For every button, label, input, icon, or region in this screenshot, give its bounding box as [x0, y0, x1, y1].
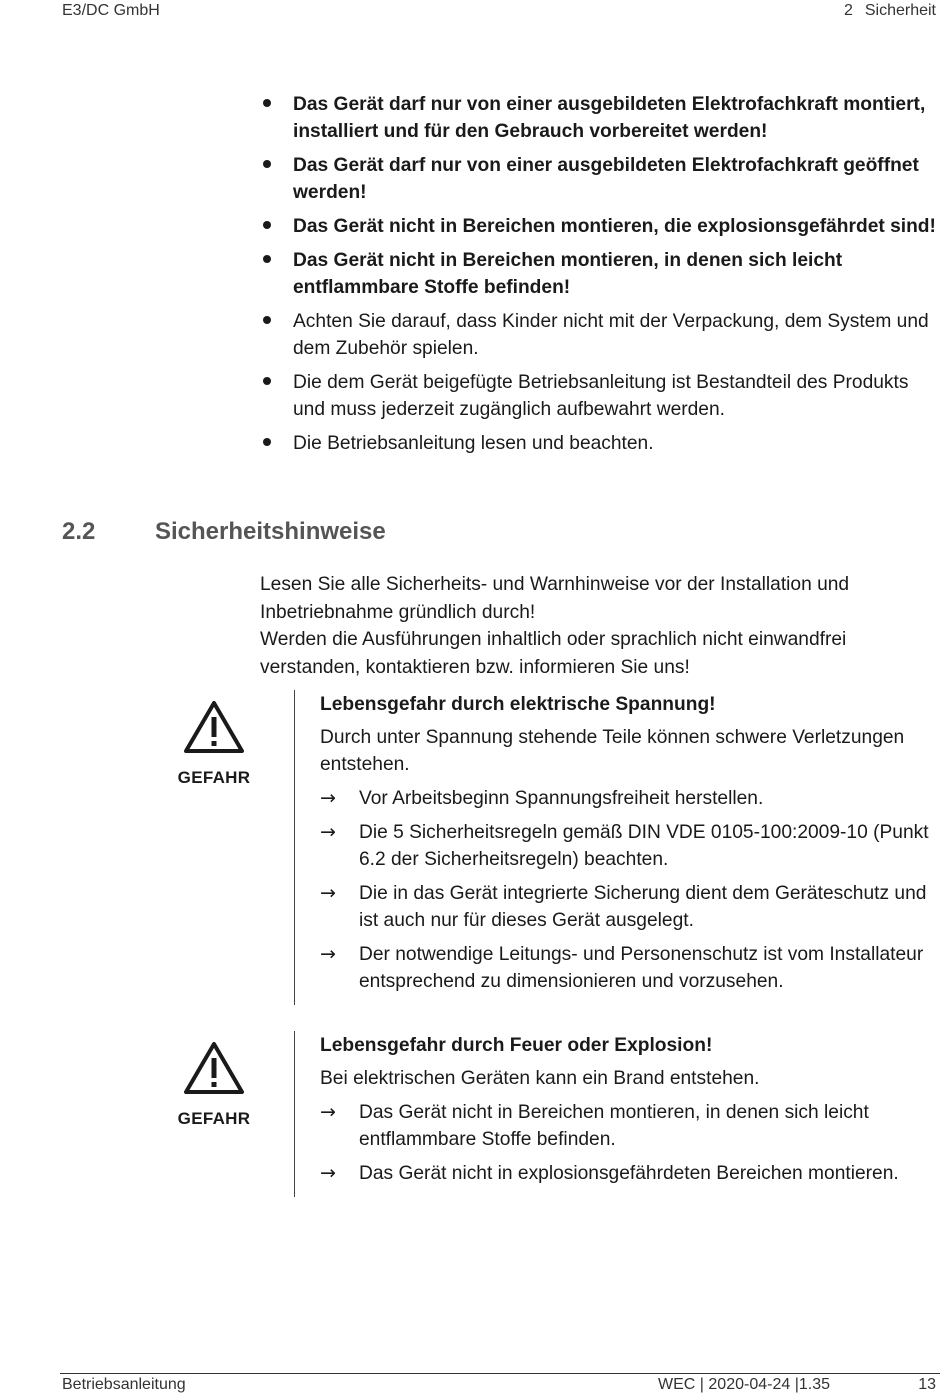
- arrow-right-icon: →: [320, 943, 336, 965]
- chapter-title: Sicherheit: [864, 2, 936, 19]
- bullet-item: Die Betriebsanleitung lesen und beachten.: [260, 430, 940, 457]
- signal-word: GEFAHR: [177, 768, 251, 787]
- warning-description: Durch unter Spannung stehende Teile können schwere Verletzungen entstehen.: [320, 727, 905, 775]
- warning-block-electric: [0, 690, 950, 1005]
- instruction-item: → Vor Arbeitsbeginn Spannungsfreiheit herstellen.: [320, 785, 940, 812]
- chapter-label: [844, 2, 936, 20]
- company-name: E3/DC GmbH: [62, 2, 160, 19]
- intro-text: [260, 571, 940, 681]
- warning-divider: [294, 690, 295, 1005]
- warning-title: Lebensgefahr durch elektrische Spannung!: [320, 694, 716, 715]
- section-number: 2.2: [62, 518, 96, 545]
- instruction-item: → Das Gerät nicht in Bereichen montieren, in denen sich leicht entflammbare Stoffe befinden.: [320, 1101, 869, 1150]
- arrow-right-icon: →: [320, 1162, 336, 1184]
- section-heading: [62, 518, 386, 546]
- warning-description: Bei elektrischen Geräten kann ein Brand entstehen.: [320, 1068, 760, 1089]
- chapter-number: 2: [843, 2, 853, 19]
- warning-body: [320, 691, 940, 1002]
- document-type: Betriebsanleitung: [62, 1376, 186, 1393]
- warning-instruction-list: [320, 1099, 940, 1187]
- instruction-item: → Der notwendige Leitungs- und Personenschutz ist vom Installateur entsprechend zu dimensionieren und vorzusehen.: [320, 943, 924, 992]
- safety-bullet-list: [260, 91, 940, 464]
- warning-triangle-icon: [183, 700, 245, 754]
- bullet-dot-icon: [263, 377, 271, 385]
- footer-divider: [60, 1373, 940, 1374]
- intro-paragraph: Lesen Sie alle Sicherheits- und Warnhinweise vor der Installation und Inbetriebnahme gründlich durch!: [260, 574, 850, 623]
- warning-icon-column: [174, 1041, 254, 1129]
- warning-divider: [294, 1031, 295, 1197]
- instruction-item: → Das Gerät nicht in explosionsgefährdeten Bereichen montieren.: [320, 1160, 940, 1187]
- bullet-dot-icon: [263, 99, 271, 107]
- section-title: Sicherheitshinweise: [155, 518, 386, 545]
- instruction-item: → Die 5 Sicherheitsregeln gemäß DIN VDE 0105-100:2009-10 (Punkt 6.2 der Sicherheitsregeln) beachten.: [320, 821, 929, 870]
- warning-title: Lebensgefahr durch Feuer oder Explosion!: [320, 1035, 713, 1056]
- warning-icon-column: [174, 700, 254, 788]
- warning-instruction-list: [320, 785, 940, 995]
- bullet-dot-icon: [263, 160, 271, 168]
- page-number: 13: [918, 1376, 936, 1393]
- document-version: WEC | 2020-04-24 |1.35: [658, 1376, 830, 1393]
- bullet-dot-icon: [263, 316, 271, 324]
- arrow-right-icon: →: [320, 882, 336, 904]
- page-header: [62, 2, 936, 24]
- bullet-item: Die dem Gerät beigefügte Betriebsanleitung ist Bestandteil des Produkts und muss jederzeit zugänglich aufbewahrt werden.: [260, 369, 940, 423]
- bullet-dot-icon: [263, 221, 271, 229]
- signal-word: GEFAHR: [177, 1109, 251, 1128]
- warning-body: [320, 1032, 940, 1194]
- bullet-dot-icon: [263, 255, 271, 263]
- arrow-right-icon: →: [320, 787, 336, 809]
- bullet-item: Das Gerät darf nur von einer ausgebildeten Elektrofachkraft montiert, installiert und für den Gebrauch vorbereitet werden!: [260, 91, 940, 145]
- intro-paragraph: Werden die Ausführungen inhaltlich oder sprachlich nicht einwandfrei verstanden, kontaktieren bzw. informieren Sie uns!: [260, 629, 847, 678]
- arrow-right-icon: →: [320, 821, 336, 843]
- warning-block-fire: [0, 1031, 950, 1197]
- instruction-item: → Die in das Gerät integrierte Sicherung dient dem Geräteschutz und ist auch nur für dieses Gerät ausgelegt.: [320, 882, 927, 931]
- bullet-item: Das Gerät nicht in Bereichen montieren, in denen sich leicht entflammbare Stoffe befinden!: [260, 247, 940, 301]
- arrow-right-icon: →: [320, 1101, 336, 1123]
- bullet-item: Das Gerät nicht in Bereichen montieren, die explosionsgefährdet sind!: [260, 213, 940, 240]
- bullet-item: Achten Sie darauf, dass Kinder nicht mit der Verpackung, dem System und dem Zubehör spielen.: [260, 308, 940, 362]
- warning-triangle-icon: [183, 1041, 245, 1095]
- bullet-item: Das Gerät darf nur von einer ausgebildeten Elektrofachkraft geöffnet werden!: [260, 152, 940, 206]
- bullet-dot-icon: [263, 438, 271, 446]
